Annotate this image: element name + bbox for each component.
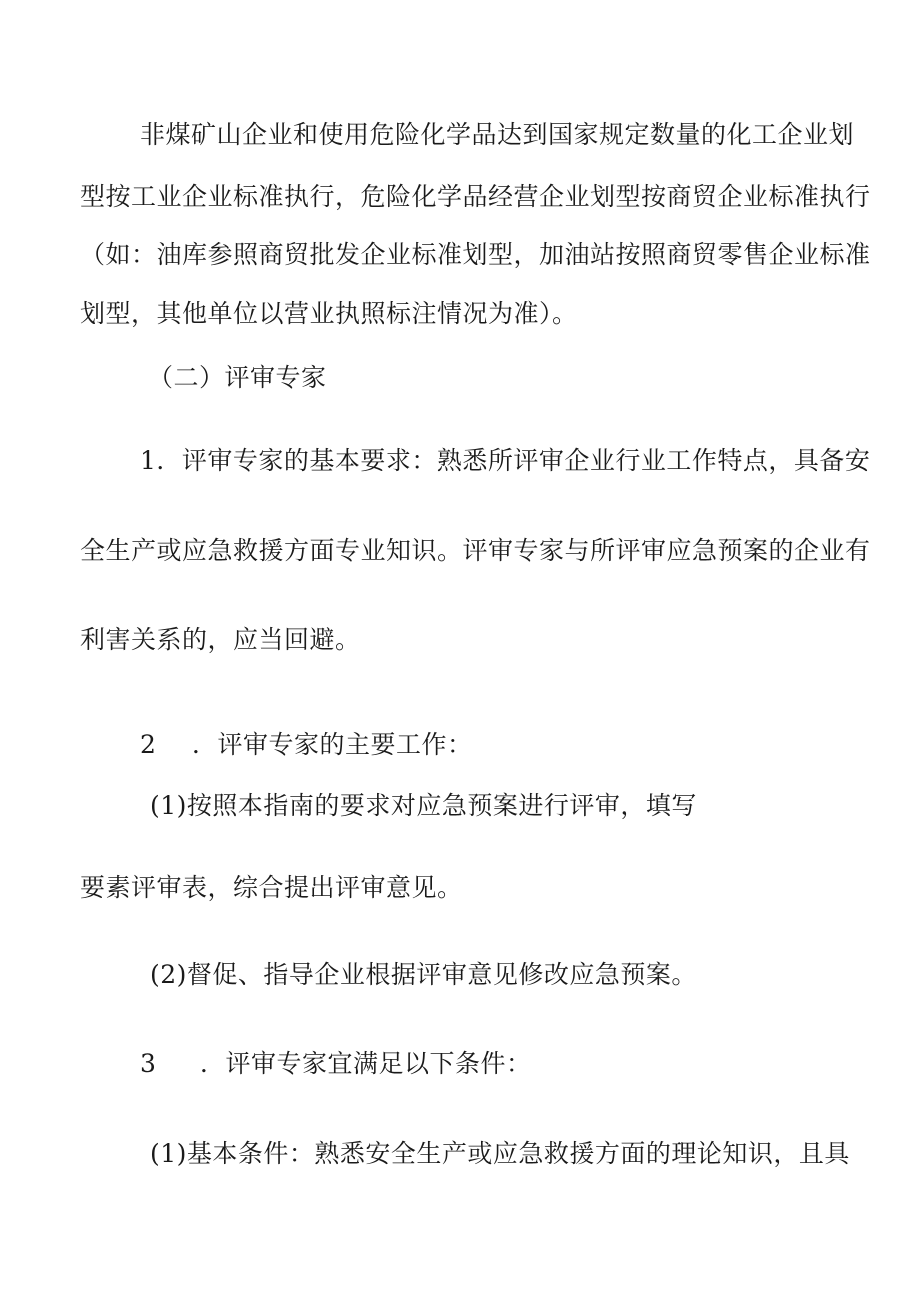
item-1-line-2: 全生产或应急救援方面专业知识。评审专家与所评审应急预案的企业有: [80, 536, 871, 565]
paragraph-1-line-4: 划型，其他单位以营业执照标注情况为准）。: [80, 299, 578, 328]
item-2-sub-1-line-2: 要素评审表，综合提出评审意见。: [80, 873, 463, 902]
item-3-number: 3: [140, 1049, 157, 1078]
item-2-sub-1-line-1: (1)按照本指南的要求对应急预案进行评审，填写: [150, 791, 697, 820]
item-2-text: ．评审专家的主要工作：: [192, 730, 473, 759]
item-2-number: 2: [140, 730, 157, 759]
item-2: [140, 728, 473, 762]
paragraph-1-line-3: （如：油库参照商贸批发企业标准划型，加油站按照商贸零售企业标准: [80, 240, 871, 269]
paragraph-1-line-1: 非煤矿山企业和使用危险化学品达到国家规定数量的化工企业划: [140, 120, 855, 149]
item-3: [140, 1047, 532, 1081]
item-3-sub-1: (1)基本条件：熟悉安全生产或应急救援方面的理论知识，且具: [150, 1139, 850, 1168]
section-heading: （二）评审专家: [148, 363, 327, 392]
item-2-sub-2: (2)督促、指导企业根据评审意见修改应急预案。: [150, 960, 697, 989]
item-1-line-1: 1．评审专家的基本要求：熟悉所评审企业行业工作特点，具备安: [140, 446, 871, 475]
item-1-line-3: 利害关系的，应当回避。: [80, 625, 361, 654]
paragraph-1-line-2: 型按工业企业标准执行，危险化学品经营企业划型按商贸企业标准执行: [80, 182, 871, 211]
item-3-text: ．评审专家宜满足以下条件：: [200, 1049, 532, 1078]
